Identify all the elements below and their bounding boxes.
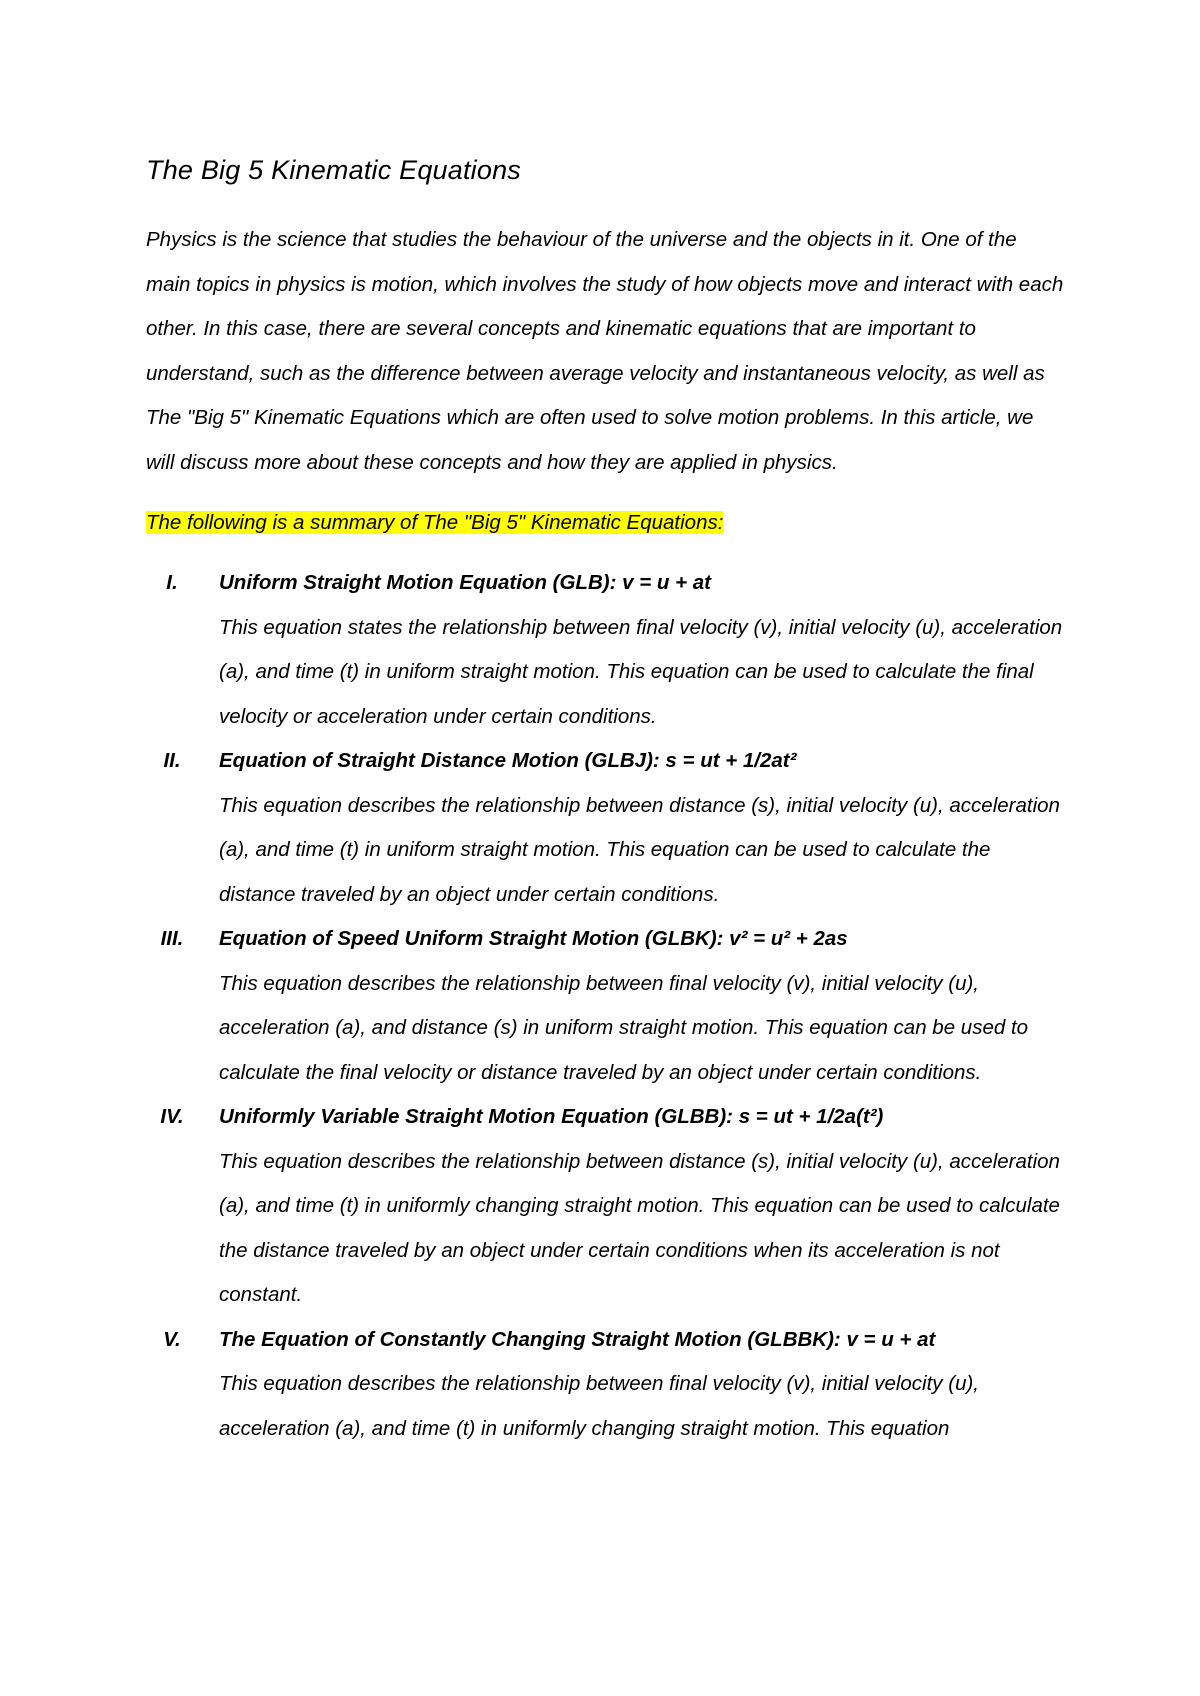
equation-number: II. [163, 749, 181, 772]
equation-item-1 [146, 561, 1066, 739]
document-body [146, 140, 1066, 1451]
highlighted-text: The following is a summary of The "Big 5" Kinematic Equations: [146, 511, 724, 534]
equation-title: Equation of Straight Distance Motion (GLBJ): s = ut + 1/2at² [219, 749, 797, 772]
equation-item-5 [146, 1318, 1066, 1452]
equation-description: This equation states the relationship between final velocity (v), initial velocity (u), acceleration (a), and time (t) in uniform straight motion. This equation can be used to calculate the final velocity or acceleration under certain conditions. [219, 615, 1063, 728]
equation-title: The Equation of Constantly Changing Straight Motion (GLBBK): v = u + at [219, 1327, 936, 1351]
intro-paragraph: Physics is the science that studies the behaviour of the universe and the objects in it. One of the main topics in physics is motion, which involves the study of how objects move and interact with each other. In this case, there are several concepts and kinematic equations that are important to understand, such as the difference between average velocity and instantaneous velocity, as well as The "Big 5" Kinematic Equations which are often used to solve motion problems. In this article, we will discuss more about these concepts and how they are applied in physics. [146, 228, 1064, 474]
equation-description: This equation describes the relationship between distance (s), initial velocity (u), acceleration (a), and time (t) in uniformly changing straight motion. This equation can be used to calculate the distance traveled by an object under certain conditions when its acceleration is not constant. [219, 1149, 1060, 1306]
equation-item-4 [146, 1095, 1066, 1318]
equation-number: III. [160, 927, 184, 950]
equation-description: This equation describes the relationship between final velocity (v), initial velocity (u), acceleration (a), and distance (s) in uniform straight motion. This equation can be used to calculate the final velocity or distance traveled by an object under certain conditions. [219, 971, 1029, 1084]
equation-title: Uniformly Variable Straight Motion Equation (GLBB): s = ut + 1/2a(t²) [219, 1105, 884, 1128]
summary-heading [146, 501, 1066, 545]
equation-number: IV. [160, 1105, 184, 1128]
document-title: The Big 5 Kinematic Equations [146, 155, 522, 185]
equation-item-3 [146, 917, 1066, 1095]
equation-number: V. [163, 1327, 181, 1351]
equation-number: I. [166, 571, 178, 594]
equation-title: Uniform Straight Motion Equation (GLB): v = u + at [219, 571, 711, 594]
equation-title: Equation of Speed Uniform Straight Motion (GLBK): v² = u² + 2as [219, 927, 848, 950]
equation-list [146, 561, 1066, 1451]
equation-description: This equation describes the relationship between final velocity (v), initial velocity (u), acceleration (a), and time (t) in uniformly changing straight motion. This equation [219, 1372, 980, 1440]
equation-item-2 [146, 739, 1066, 917]
equation-description: This equation describes the relationship between distance (s), initial velocity (u), acceleration (a), and time (t) in uniform straight motion. This equation can be used to calculate the distance traveled by an object under certain conditions. [219, 793, 1060, 906]
